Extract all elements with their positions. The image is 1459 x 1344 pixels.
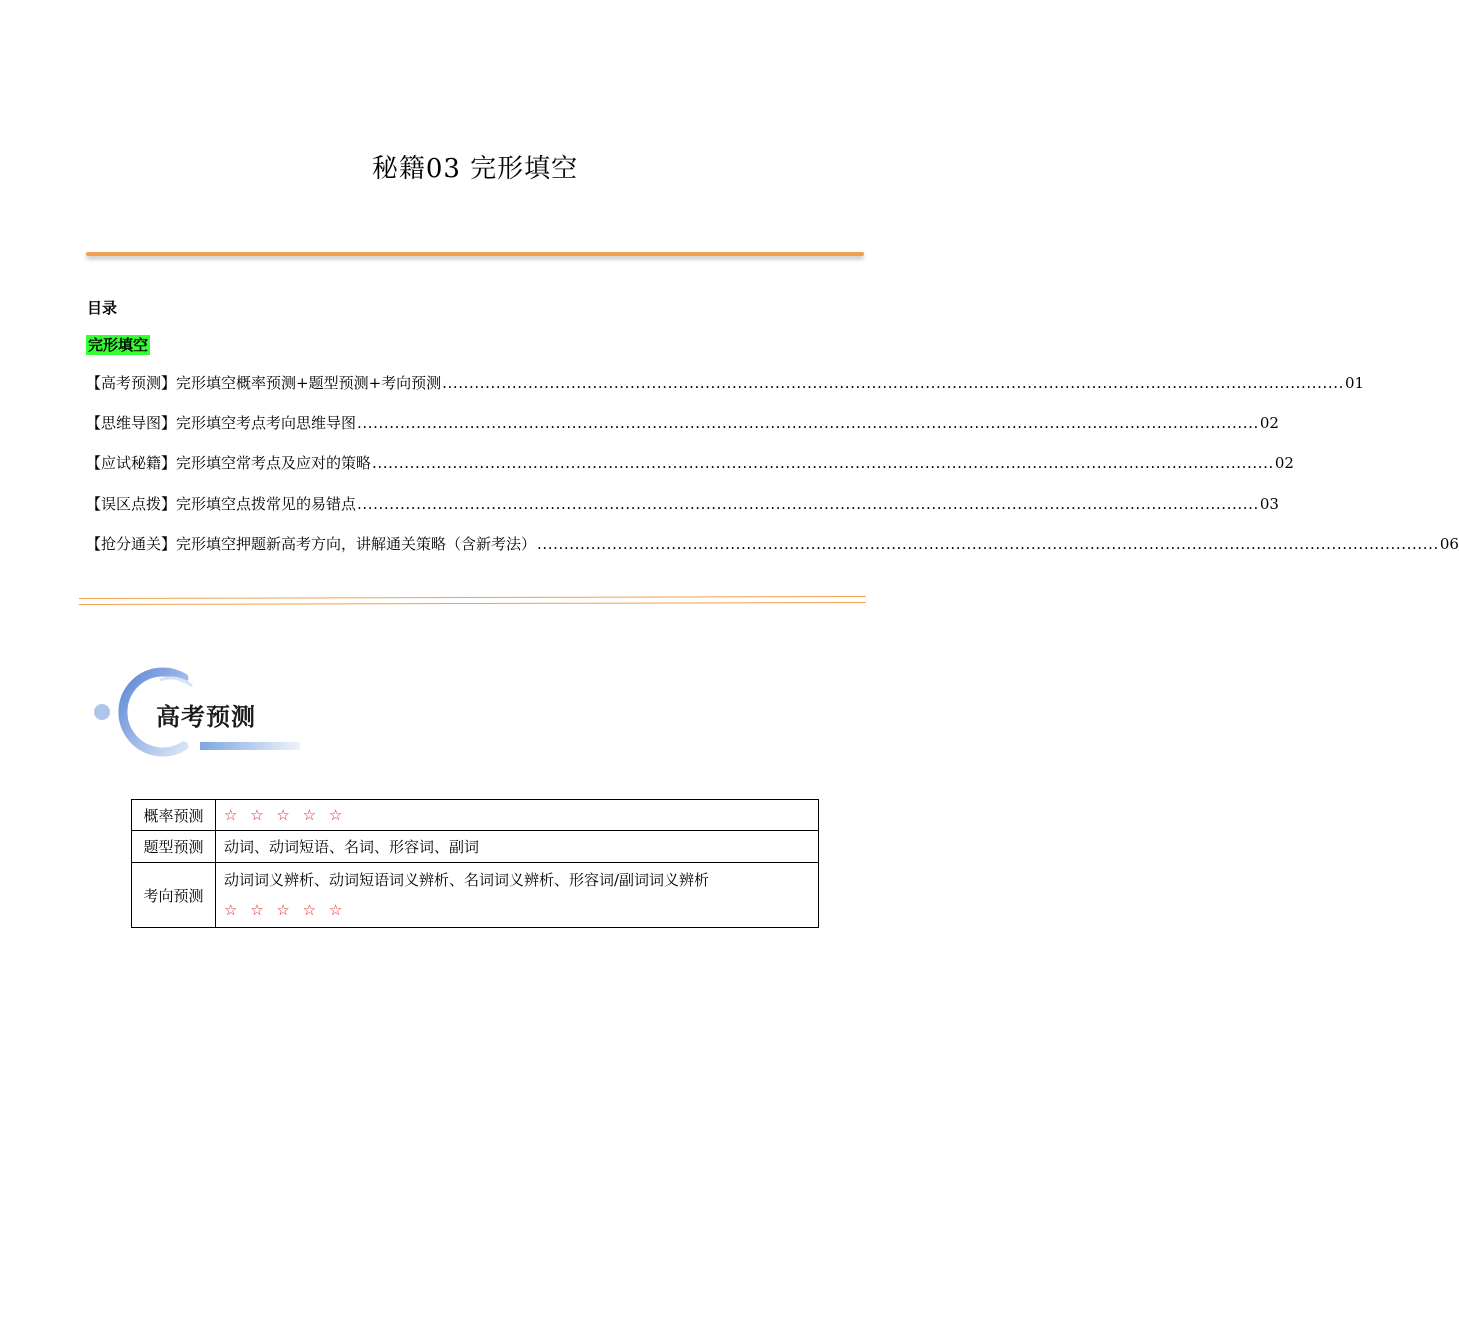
banner-dot: [94, 704, 110, 720]
toc-entry-page: 02: [1259, 414, 1279, 432]
toc-leader-dots: ........................................................................................................................................................................: [357, 495, 1259, 513]
page-title: 秘籍03 完形填空: [371, 154, 579, 184]
table-row: [132, 831, 819, 863]
toc-entry[interactable]: [86, 452, 1294, 474]
rating-stars: ☆ ☆ ☆ ☆ ☆: [224, 806, 347, 824]
toc-leader-dots: ........................................................................................................................................................................: [537, 535, 1439, 553]
table-row: [132, 863, 819, 928]
row-text: 动词词义辨析、动词短语词义辨析、名词词义辨析、形容词/副词词义辨析: [224, 871, 710, 889]
title-divider: [86, 252, 864, 256]
toc-entry[interactable]: [86, 372, 1365, 394]
toc-entry-page: 06: [1439, 535, 1459, 553]
banner-bar: [200, 742, 300, 750]
banner-title: 高考预测: [156, 703, 256, 731]
section-divider-top: [79, 596, 866, 599]
row-label: 概率预测: [132, 800, 216, 831]
section-divider-bottom: [79, 602, 866, 605]
row-value: 动词、动词短语、名词、形容词、副词: [216, 831, 819, 863]
toc-entry-page: 01: [1344, 374, 1365, 392]
toc-leader-dots: ........................................................................................................................................................................: [442, 374, 1344, 392]
toc-entry[interactable]: [86, 493, 1279, 515]
row-value: [216, 863, 819, 928]
row-value: [216, 800, 819, 831]
table-row: [132, 800, 819, 831]
toc-section-label: 完形填空: [88, 336, 149, 354]
toc-entry-label: 【高考预测】完形填空概率预测+题型预测+考向预测: [86, 374, 442, 392]
row-label: 考向预测: [132, 863, 216, 928]
toc-leader-dots: ........................................................................................................................................................................: [357, 414, 1259, 432]
toc-entry-label: 【误区点拨】完形填空点拨常见的易错点: [86, 495, 357, 513]
prediction-table: [131, 799, 819, 928]
toc-entry[interactable]: [86, 412, 1279, 434]
toc-entry-label: 【思维导图】完形填空考点考向思维导图: [86, 414, 357, 432]
toc-heading: 目录: [87, 299, 118, 317]
toc-entry[interactable]: [86, 533, 1459, 555]
toc-entry-label: 【应试秘籍】完形填空常考点及应对的策略: [86, 454, 372, 472]
toc-entry-page: 02: [1274, 454, 1294, 472]
toc-leader-dots: ........................................................................................................................................................................: [372, 454, 1274, 472]
rating-stars: ☆ ☆ ☆ ☆ ☆: [224, 901, 347, 919]
toc-entry-page: 03: [1259, 495, 1279, 513]
row-label: 题型预测: [132, 831, 216, 863]
toc-entry-label: 【抢分通关】完形填空押题新高考方向，讲解通关策略（含新考法）: [86, 535, 537, 553]
